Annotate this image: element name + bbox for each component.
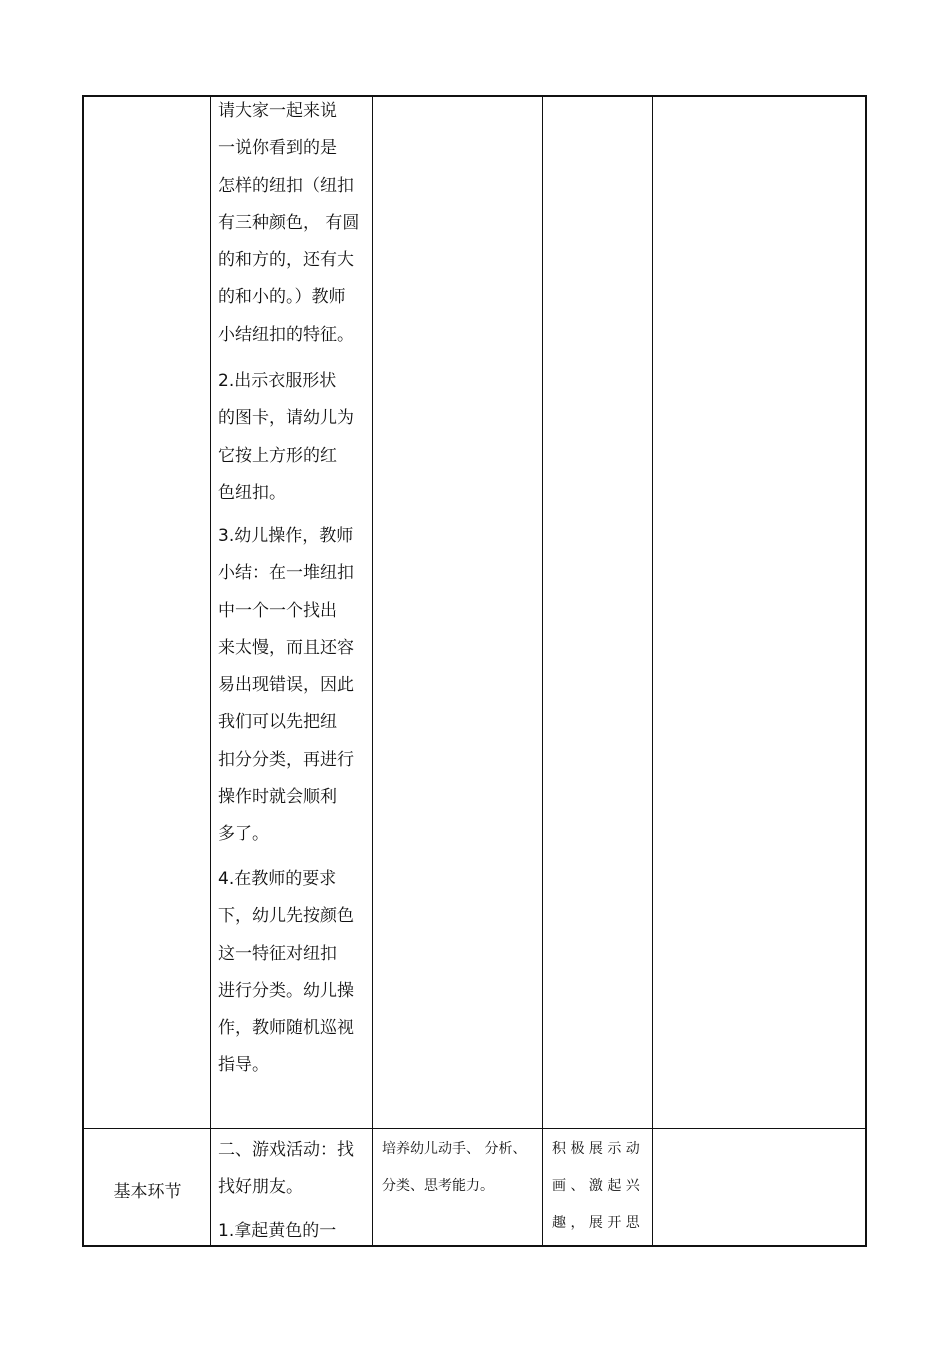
text-line: 3.幼儿操作，教师 [218, 526, 354, 546]
text-line: 我们可以先把纽 [218, 712, 337, 733]
column-divider-4 [652, 97, 653, 1245]
paragraph-2 [218, 363, 354, 512]
lesson-plan-table [82, 95, 867, 1247]
text-line: 1.拿起黄色的一 [218, 1220, 337, 1241]
text-line: 有三种颜色， 有圆 [218, 212, 360, 233]
goal-line: 培养幼儿动手、 分析、 [382, 1141, 527, 1157]
paragraph-1 [218, 93, 359, 354]
paragraph-3 [218, 518, 354, 854]
text-line: 的图卡，请幼儿为 [218, 408, 354, 429]
text-line: 操作时就会顺利 [218, 787, 337, 808]
method-line: 趣 ， 展 开 思 [552, 1215, 640, 1231]
column-divider-2 [372, 97, 373, 1245]
text-line: 中一个一个找出 [218, 600, 337, 621]
text-line: 易出现错误，因此 [218, 675, 354, 696]
text-line: 二、游戏活动：找 [218, 1140, 354, 1160]
text-line: 一说你看到的是 [218, 138, 337, 159]
text-line: 色纽扣。 [218, 482, 286, 503]
text-line: 怎样的纽扣（纽扣 [218, 175, 354, 196]
text-line: 小结：在一堆纽扣 [218, 563, 354, 584]
text-line: 的和小的。）教师 [218, 287, 346, 308]
text-line: 4.在教师的要求 [218, 869, 337, 889]
method-line: 画 、 激 起 兴 [552, 1178, 640, 1194]
method-line: 积 极 展 示 动 [552, 1141, 640, 1157]
text-line: 进行分类。幼儿操 [218, 980, 354, 1001]
text-line: 多了。 [218, 824, 269, 845]
goal-line: 分类、思考能力。 [382, 1178, 494, 1194]
text-line: 请大家一起来说 [218, 101, 337, 121]
column-divider-1 [210, 97, 211, 1245]
text-line: 指导。 [218, 1055, 269, 1076]
text-line: 它按上方形的红 [218, 445, 337, 466]
text-line: 的和方的，还有大 [218, 250, 354, 271]
text-line: 找好朋友。 [218, 1177, 303, 1198]
text-line: 扣分分类，再进行 [218, 749, 354, 770]
text-line: 来太慢，而且还容 [218, 637, 354, 658]
text-line: 2.出示衣服形状 [218, 371, 337, 391]
activity-cell-row2 [218, 1132, 368, 1250]
text-line: 小结纽扣的特征。 [218, 324, 354, 345]
column-divider-3 [542, 97, 543, 1245]
text-line: 下，幼儿先按颜色 [218, 906, 354, 927]
text-line: 作，教师随机巡视 [218, 1018, 354, 1039]
text-line: 这一特征对纽扣 [218, 943, 337, 964]
row-divider [84, 1128, 865, 1129]
paragraph-4 [218, 861, 354, 1085]
stage-label: 基本环节 [113, 1182, 182, 1202]
